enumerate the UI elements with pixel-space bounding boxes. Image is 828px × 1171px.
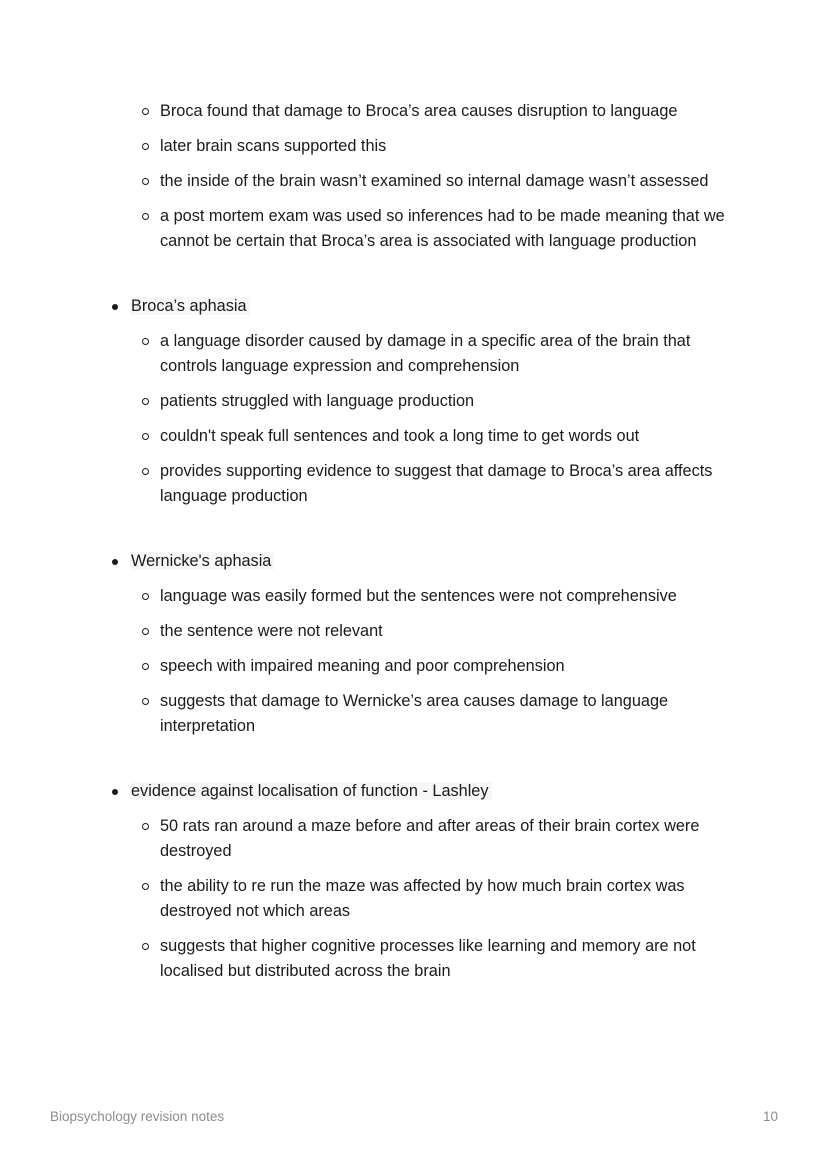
list-item: provides supporting evidence to suggest that damage to Broca’s area affects language production <box>160 459 740 509</box>
list-item: patients struggled with language production <box>160 389 740 414</box>
list-item: suggests that higher cognitive processes like learning and memory are not localised but distributed across the brain <box>160 934 740 984</box>
sub-list-wernickes-aphasia <box>160 584 740 739</box>
list-item: a language disorder caused by damage in a specific area of the brain that controls language expression and comprehension <box>160 329 740 379</box>
sub-list-broca-evaluation <box>160 99 740 254</box>
section-heading-wernickes-aphasia <box>130 549 828 574</box>
footer-title: Biopsychology revision notes <box>50 1109 225 1124</box>
section-heading-label: Wernicke's aphasia <box>130 552 274 570</box>
list-item: a post mortem exam was used so inferences had to be made meaning that we cannot be certain that Broca’s area is associated with language production <box>160 204 740 254</box>
list-item: the ability to re run the maze was affected by how much brain cortex was destroyed not which areas <box>160 874 740 924</box>
list-item: suggests that damage to Wernicke’s area causes damage to language interpretation <box>160 689 740 739</box>
list-item: 50 rats ran around a maze before and after areas of their brain cortex were destroyed <box>160 814 740 864</box>
section-heading-brocas-aphasia <box>130 294 828 319</box>
section-heading-lashley <box>130 779 828 804</box>
notes-content <box>0 99 828 994</box>
list-item: later brain scans supported this <box>160 134 740 159</box>
section-heading-label: Broca’s aphasia <box>130 297 250 315</box>
list-item: speech with impaired meaning and poor comprehension <box>160 654 740 679</box>
list-item: the inside of the brain wasn’t examined so internal damage wasn’t assessed <box>160 169 740 194</box>
sub-list-brocas-aphasia <box>160 329 740 509</box>
sub-list-lashley <box>160 814 740 984</box>
list-item: Broca found that damage to Broca’s area causes disruption to language <box>160 99 740 124</box>
page-footer <box>50 1109 778 1124</box>
list-item: couldn't speak full sentences and took a long time to get words out <box>160 424 740 449</box>
list-item: language was easily formed but the sentences were not comprehensive <box>160 584 740 609</box>
section-heading-label: evidence against localisation of function - Lashley <box>130 782 492 800</box>
page-number: 10 <box>762 1109 778 1124</box>
list-item: the sentence were not relevant <box>160 619 740 644</box>
